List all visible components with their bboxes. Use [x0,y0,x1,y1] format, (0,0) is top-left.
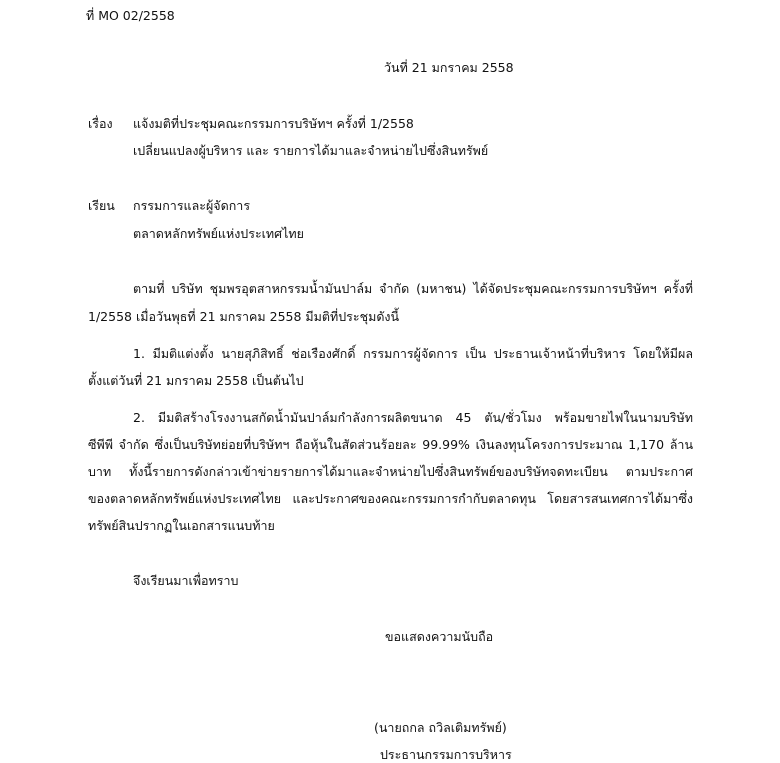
regards-line: ขอแสดงความนับถือ [385,629,494,644]
signer-title: ประธานกรรมการบริหาร [380,747,512,762]
item1-line: 1. มีมติแต่งตั้ง นายสุภิสิทธิ์ ช่อเรืองศักดิ์ กรรมการผู้จัดการ เป็น ประธานเจ้าหน้าที่บริหาร โดยให้มีผล [133,346,693,361]
subject-line-2: เปลี่ยนแปลงผู้บริหาร และ รายการได้มาและจำหน่ายไปซึ่งสินทรัพย์ [133,143,489,158]
recipient-line-2: ตลาดหลักทรัพย์แห่งประเทศไทย [133,226,304,241]
subject-line-1: แจ้งมติที่ประชุมคณะกรรมการบริษัทฯ ครั้งที่ 1/2558 [133,116,414,131]
signer-name: (นายถกล ถวิลเติมทรัพย์) [374,720,507,735]
intro-line: 1/2558 เมื่อวันพุธที่ 21 มกราคม 2558 มีมติที่ประชุมดังนี้ [88,309,400,324]
closing-line: จึงเรียนมาเพื่อทราบ [133,573,239,588]
subject-label: เรื่อง [88,116,113,131]
item1-line: ตั้งแต่วันที่ 21 มกราคม 2558 เป็นต้นไป [88,373,304,388]
reference-number: ที่ MO 02/2558 [86,8,175,23]
intro-line: ตามที่ บริษัท ชุมพรอุตสาหกรรมน้ำมันปาล์ม จำกัด (มหาชน) ได้จัดประชุมคณะกรรมการบริษัทฯ ครั้งที่ [133,281,693,296]
item2-line: ทรัพย์สินปรากฏในเอกสารแนบท้าย [88,518,275,533]
recipient-label: เรียน [88,198,115,213]
item2-line: ของตลาดหลักทรัพย์แห่งประเทศไทย และประกาศของคณะกรรมการกำกับตลาดทุน โดยสารสนเทศการได้มาซึ่ง [88,491,693,506]
item2-line: ซีพีพี จำกัด ซึ่งเป็นบริษัทย่อยที่บริษัทฯ ถือหุ้นในสัดส่วนร้อยละ 99.99% เงินลงทุนโครงการประมาณ 1,170 ล้าน [88,437,693,452]
item2-line: บาท ทั้งนี้รายการดังกล่าวเข้าข่ายรายการได้มาและจำหน่ายไปซึ่งสินทรัพย์ของบริษัทจดทะเบียน ตามประกาศ [88,464,693,479]
recipient-line-1: กรรมการและผู้จัดการ [133,198,251,213]
item2-line: 2. มีมติสร้างโรงงานสกัดน้ำมันปาล์มกำลังการผลิตขนาด 45 ตัน/ชั่วโมง พร้อมขายไฟในนามบริษัท [133,410,693,425]
letter-date: วันที่ 21 มกราคม 2558 [384,60,514,75]
